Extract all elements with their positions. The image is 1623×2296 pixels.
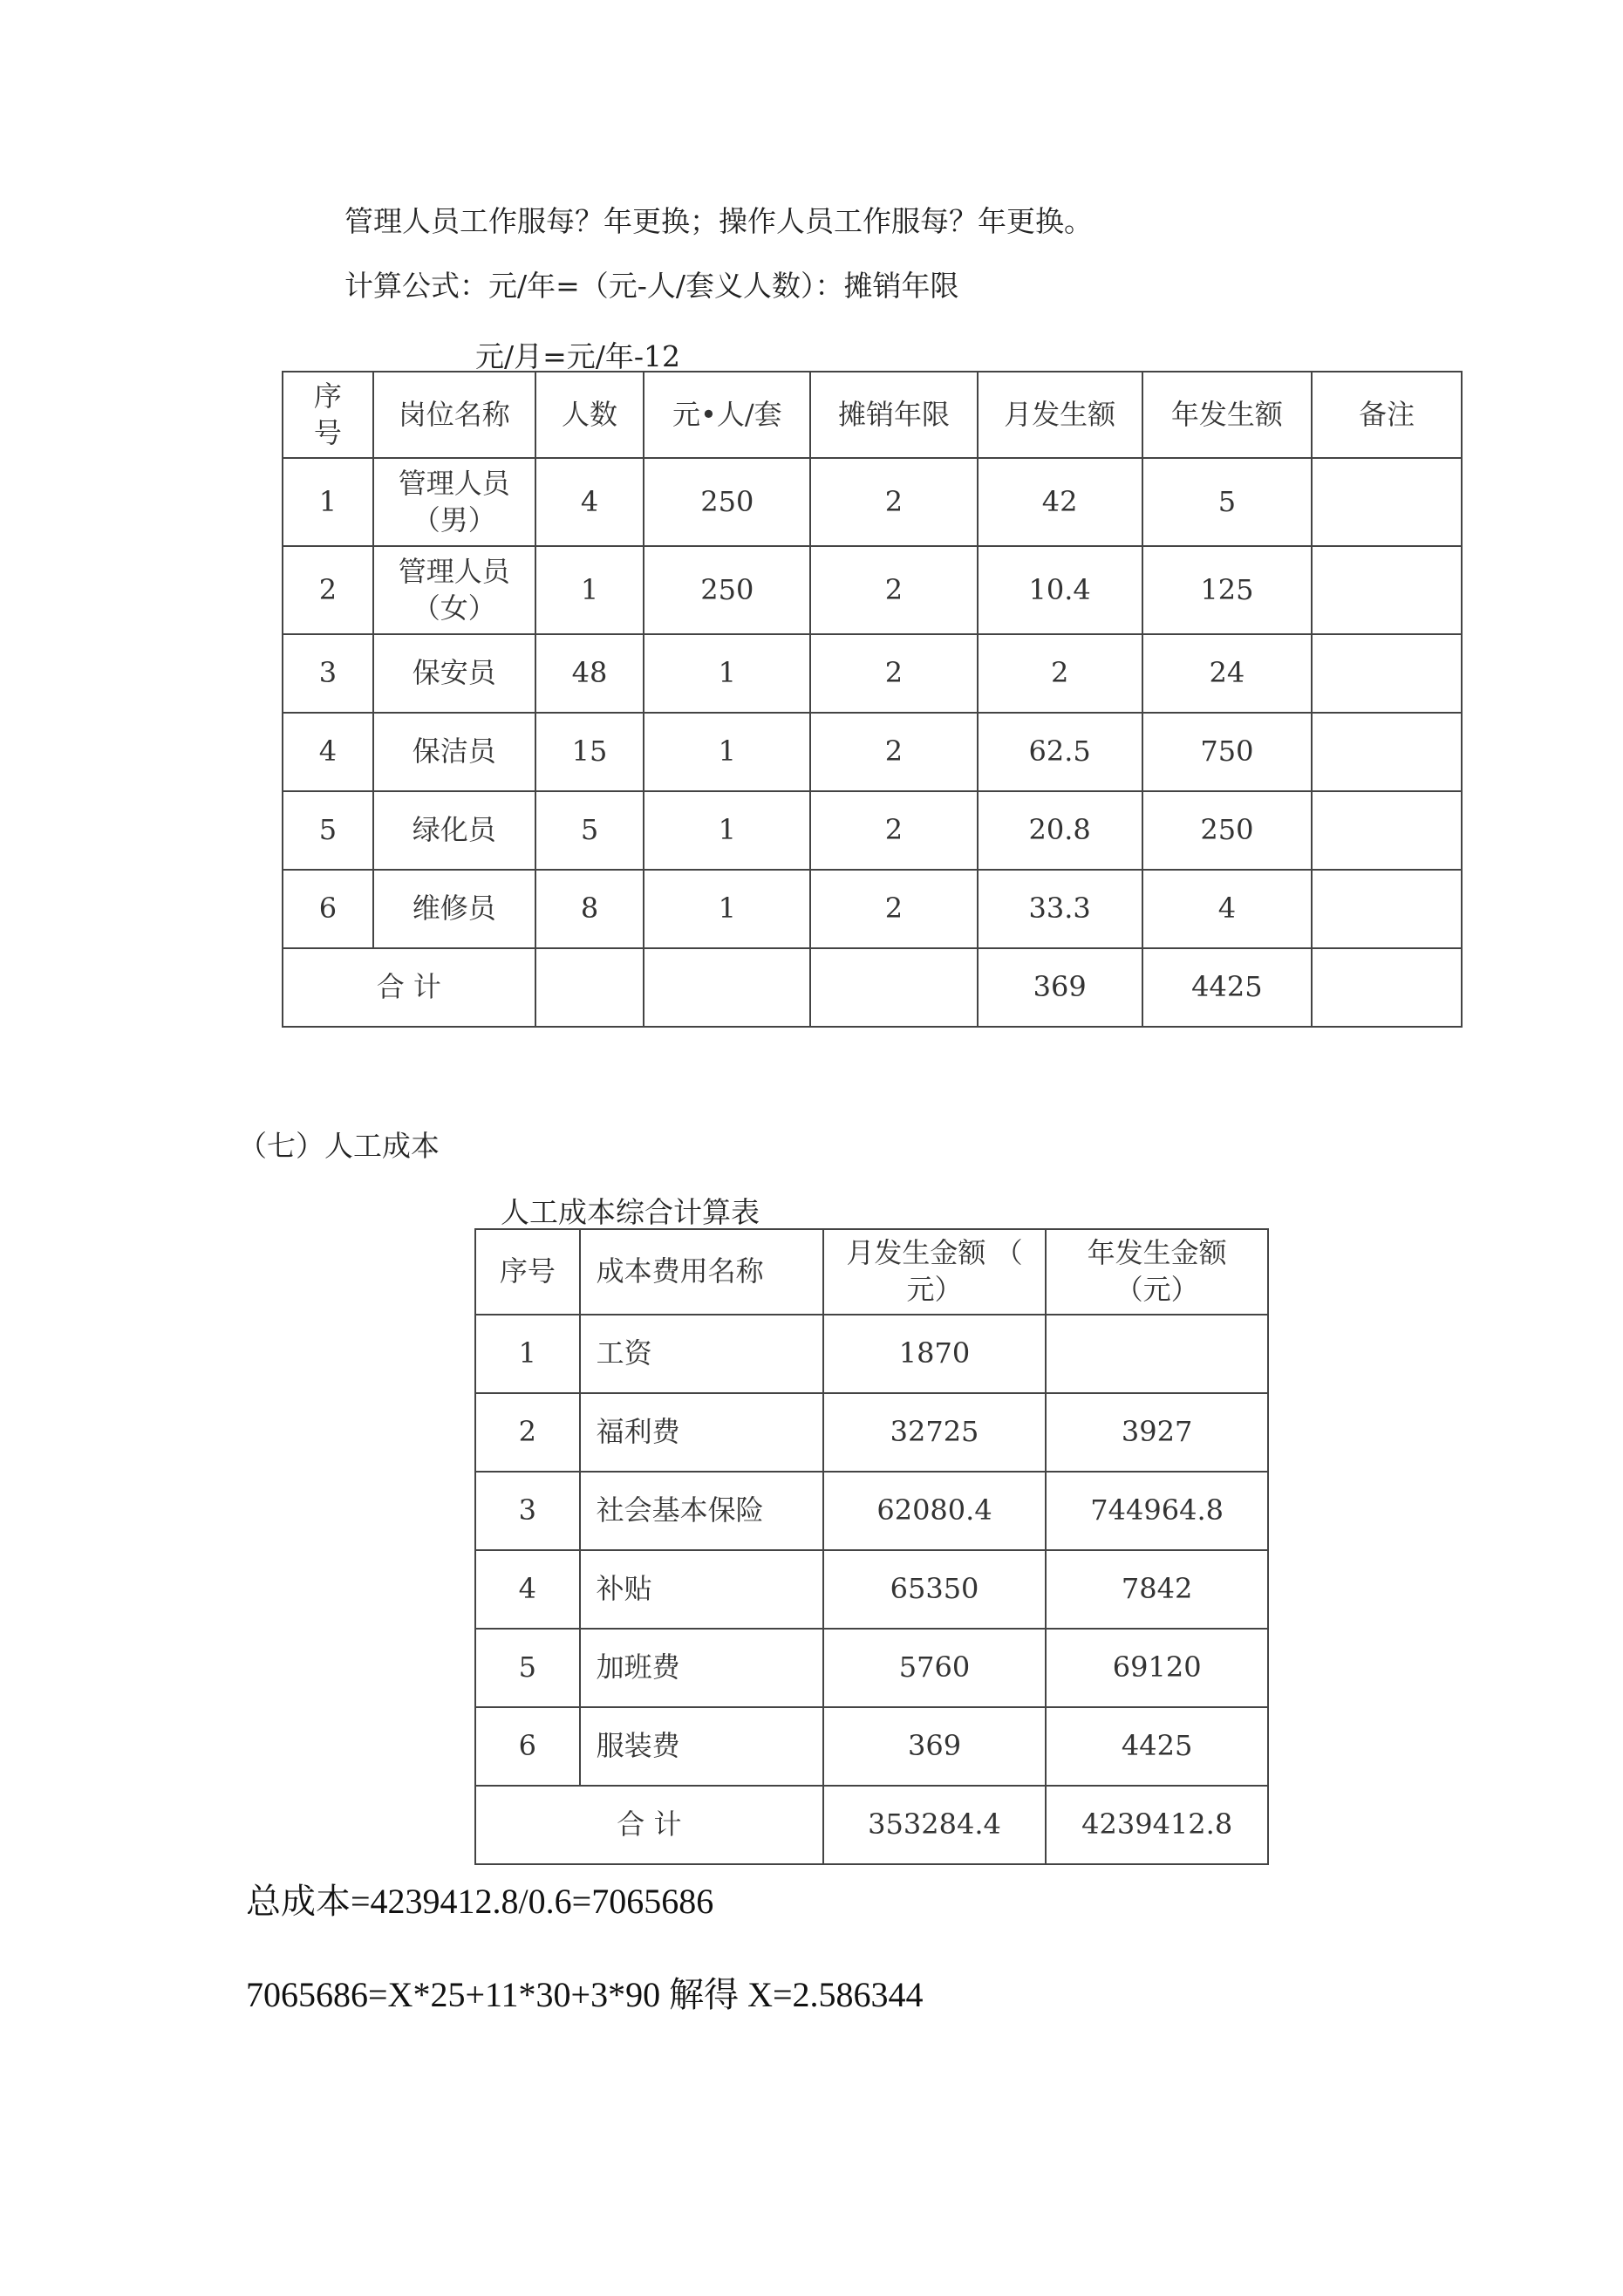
cell-count: 5 (535, 791, 644, 870)
cell-yearly: 24 (1142, 634, 1313, 713)
cell-note (1312, 870, 1462, 948)
labor-cost-table (474, 1228, 1269, 1865)
cell-monthly: 65350 (823, 1550, 1047, 1629)
cell-seq: 3 (475, 1472, 580, 1550)
total-yearly: 4239412.8 (1046, 1786, 1268, 1864)
cell-seq: 2 (283, 546, 373, 634)
cell-monthly: 33.3 (978, 870, 1142, 948)
cell-monthly: 42 (978, 458, 1142, 546)
solve-formula: 7065686=X*25+11*30+3*90 解得 X=2.586344 (246, 1975, 924, 2014)
cell-seq: 5 (283, 791, 373, 870)
header-monthly-amount: 月发生金额 （ 元） (823, 1229, 1047, 1315)
table-row (283, 634, 1462, 713)
cell-note (1312, 713, 1462, 791)
cell-years: 2 (810, 713, 978, 791)
header-yearly-amount: 年发生金额 （元） (1046, 1229, 1268, 1315)
cell-cost-name: 加班费 (580, 1629, 823, 1707)
table-header-row (283, 372, 1462, 458)
header-seq: 序号 (475, 1229, 580, 1315)
total-count (535, 948, 644, 1027)
header-count: 人数 (535, 372, 644, 458)
cell-seq: 2 (475, 1393, 580, 1472)
cell-note (1312, 791, 1462, 870)
labor-cost-table-title: 人工成本综合计算表 (501, 1195, 760, 1229)
cell-monthly: 62.5 (978, 713, 1142, 791)
cell-post-name: 管理人员 （女） (373, 546, 535, 634)
header-note: 备注 (1312, 372, 1462, 458)
cell-seq: 4 (283, 713, 373, 791)
table-row (283, 458, 1462, 546)
cell-seq: 1 (283, 458, 373, 546)
cell-monthly: 2 (978, 634, 1142, 713)
cell-yearly (1046, 1315, 1268, 1393)
table-total-row (283, 948, 1462, 1027)
total-price (644, 948, 810, 1027)
cell-seq: 4 (475, 1550, 580, 1629)
cell-years: 2 (810, 546, 978, 634)
cell-count: 1 (535, 546, 644, 634)
cell-post-name: 保洁员 (373, 713, 535, 791)
cell-cost-name: 福利费 (580, 1393, 823, 1472)
intro-line-3: 元/月=元/年-12 (475, 339, 681, 373)
cell-post-name: 维修员 (373, 870, 535, 948)
total-cost-formula: 总成本=4239412.8/0.6=7065686 (246, 1882, 714, 1921)
total-monthly: 353284.4 (823, 1786, 1047, 1864)
header-yearly: 年发生额 (1142, 372, 1313, 458)
cell-yearly: 744964.8 (1046, 1472, 1268, 1550)
table-total-row (475, 1786, 1268, 1864)
table-row (283, 713, 1462, 791)
cell-cost-name: 服装费 (580, 1707, 823, 1786)
cell-cost-name: 工资 (580, 1315, 823, 1393)
cell-yearly: 5 (1142, 458, 1313, 546)
cell-monthly: 369 (823, 1707, 1047, 1786)
header-seq: 序 号 (283, 372, 373, 458)
cell-cost-name: 社会基本保险 (580, 1472, 823, 1550)
table-row (475, 1629, 1268, 1707)
cell-cost-name: 补贴 (580, 1550, 823, 1629)
table-row (475, 1472, 1268, 1550)
table-row (283, 791, 1462, 870)
total-monthly: 369 (978, 948, 1142, 1027)
total-label: 合 计 (283, 948, 535, 1027)
total-note (1312, 948, 1462, 1027)
cell-years: 2 (810, 458, 978, 546)
cell-yearly: 7842 (1046, 1550, 1268, 1629)
uniform-cost-table (282, 371, 1463, 1028)
cell-seq: 5 (475, 1629, 580, 1707)
cell-yearly: 4 (1142, 870, 1313, 948)
cell-monthly: 32725 (823, 1393, 1047, 1472)
cell-yearly: 3927 (1046, 1393, 1268, 1472)
cell-yearly: 250 (1142, 791, 1313, 870)
intro-line-2: 计算公式：元/年=（元-人/套义人数）：摊销年限 (344, 269, 959, 303)
cell-post-name: 管理人员 （男） (373, 458, 535, 546)
cell-monthly: 20.8 (978, 791, 1142, 870)
cell-price: 1 (644, 870, 810, 948)
header-post-name: 岗位名称 (373, 372, 535, 458)
cell-note (1312, 634, 1462, 713)
total-yearly: 4425 (1142, 948, 1313, 1027)
table-header-row (475, 1229, 1268, 1315)
cell-note (1312, 546, 1462, 634)
cell-monthly: 10.4 (978, 546, 1142, 634)
table-row (475, 1550, 1268, 1629)
header-cost-name: 成本费用名称 (580, 1229, 823, 1315)
header-years: 摊销年限 (810, 372, 978, 458)
cell-count: 4 (535, 458, 644, 546)
cell-note (1312, 458, 1462, 546)
total-label: 合 计 (475, 1786, 823, 1864)
section-7-heading: （七）人工成本 (238, 1129, 440, 1163)
cell-count: 15 (535, 713, 644, 791)
cell-post-name: 保安员 (373, 634, 535, 713)
intro-line-1: 管理人员工作服每？年更换；操作人员工作服每？年更换。 (344, 204, 1093, 238)
table-row (475, 1707, 1268, 1786)
cell-price: 1 (644, 713, 810, 791)
cell-seq: 1 (475, 1315, 580, 1393)
cell-years: 2 (810, 870, 978, 948)
table-row (283, 546, 1462, 634)
table-row (475, 1393, 1268, 1472)
cell-price: 1 (644, 634, 810, 713)
cell-seq: 6 (475, 1707, 580, 1786)
cell-seq: 3 (283, 634, 373, 713)
total-years (810, 948, 978, 1027)
cell-price: 250 (644, 546, 810, 634)
cell-count: 48 (535, 634, 644, 713)
header-monthly: 月发生额 (978, 372, 1142, 458)
cell-seq: 6 (283, 870, 373, 948)
header-price: 元•人/套 (644, 372, 810, 458)
cell-yearly: 69120 (1046, 1629, 1268, 1707)
cell-price: 1 (644, 791, 810, 870)
cell-monthly: 1870 (823, 1315, 1047, 1393)
cell-post-name: 绿化员 (373, 791, 535, 870)
table-row (475, 1315, 1268, 1393)
cell-yearly: 4425 (1046, 1707, 1268, 1786)
cell-monthly: 5760 (823, 1629, 1047, 1707)
cell-count: 8 (535, 870, 644, 948)
table-row (283, 870, 1462, 948)
cell-yearly: 125 (1142, 546, 1313, 634)
cell-monthly: 62080.4 (823, 1472, 1047, 1550)
cell-yearly: 750 (1142, 713, 1313, 791)
cell-years: 2 (810, 634, 978, 713)
cell-price: 250 (644, 458, 810, 546)
cell-years: 2 (810, 791, 978, 870)
